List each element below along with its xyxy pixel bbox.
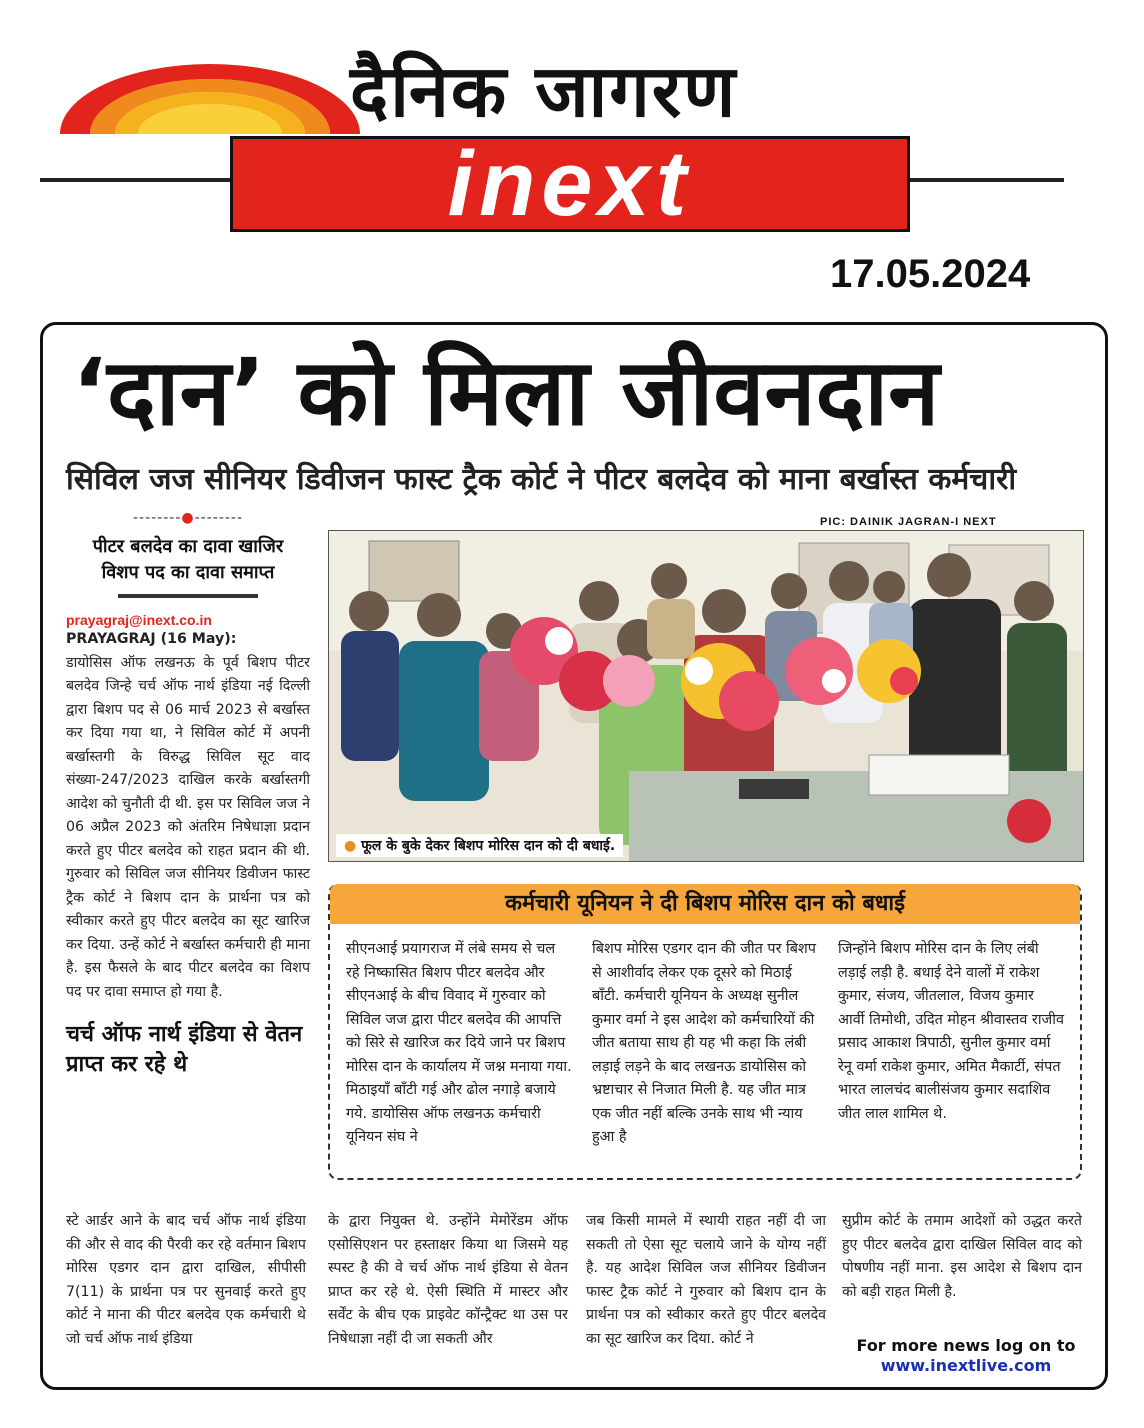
body-column: सुप्रीम कोर्ट के तमाम आदेशों को उद्धत करते हुए पीटर बलदेव द्वारा दाखिल सिविल वाद को पोषणीय नहीं माना. इस आदेश से बिशप दान को बड़ी राहत मिली है. [842,1213,1082,1300]
side-heading: चर्च ऑफ नार्थ इंडिया से वेतन प्राप्त कर रहे थे [66,1022,303,1077]
photo-caption [336,834,623,857]
highlight-line: पीटर बलदेव का दावा खाजिर [92,536,284,557]
sunburst-logo-icon [60,54,360,134]
photo-caption-text: फूल के बुके देकर बिशप मोरिस दान को दी बधाई. [361,838,616,854]
body-column: जब किसी मामले में स्थायी राहत नहीं दी जा सकती तो ऐसा सूट चलाये जाने के योग्य नहीं है. यह आदेश सिविल जज सीनियर डिवीजन फास्ट ट्रैक कोर्ट ने गुरुवार को बिशप दान के प्रार्थना पत्र को स्वीकार करते हुए पीटर बलदेव का सूट खारिज कर दिया. कोर्ट ने [586,1213,826,1347]
news-photo [328,530,1084,862]
lead-paragraph: डायोसिस ऑफ लखनऊ के पूर्व बिशप पीटर बलदेव जिन्हे चर्च ऑफ नार्थ इंडिया नई दिल्ली द्वारा बिशप पद से 06 मार्च 2023 से बर्खास्त कर दिया गया था, ने सिविल कोर्ट में अपनी बर्खास्तगी के विरुद्ध सिविल सूट वाद संख्या-247/2023 दाखिल करके बर्खास्तगी आदेश को चुनौती दी थी. इस पर सिविल जज ने 06 अप्रैल 2023 को अंतरिम निषेधाज्ञा प्रदान करते हुए पीटर बलदेव को राहत प्रदान की थी. गुरुवार को सिविल जज सीनियर डिवीजन फास्ट ट्रैक कोर्ट ने बिशप दान के प्रार्थना पत्र को स्वीकार करते हुए पीटर बलदेव का सूट खारिज कर दिया. उन्हें कोर्ट ने बर्खास्त कर्मचारी ही माना है. इस फैसले के बाद पीटर बलदेव का विशप पद पर दावा समाप्त हो गया है. [66,654,310,1000]
highlight-box [66,534,310,586]
photo-credit: PIC: DAINIK JAGRAN-I NEXT [820,516,997,528]
highlight-line: विशप पद का दावा समाप्त [101,562,275,583]
box-column: बिशप मोरिस एडगर दान की जीत पर बिशप से आशीर्वाद लेकर एक दूसरे को मिठाई बाँटी. कर्मचारी यूनियन के अध्यक्ष सुनील कुमार वर्मा ने इस आदेश को कर्मचारियों की जीत बताया साथ ही यह भी कहा कि लंबी लड़ाई लड़ने के बाद लखनऊ डायोसिस को भ्रष्टाचार से निजात मिली है. यह जीत मात्र एक जीत नहीं बल्कि उनके साथ भी न्याय हुआ है [592,941,816,1145]
masthead [40,18,1064,240]
footer-promo [856,1336,1076,1376]
ornament-divider: --------●-------- [132,510,244,526]
highlight-underline [118,594,258,598]
body-column: के द्वारा नियुक्त थे. उन्होंने मेमोरेंडम ऑफ एसोसिएशन पर हस्ताक्षर किया था जिसमे यह स्पस्ट है की वे चर्च ऑफ नार्थ इंडिया से वेतन प्राप्त कर रहे थे. ऐसी स्थिति में मास्टर और सर्वेंट के बीच एक प्राइवेट कॉन्ट्रैक्ट था उस पर निषेधाज्ञा नहीं दी जा सकती और [328,1213,568,1347]
footer-url-link[interactable]: www.inextlive.com [880,1356,1052,1375]
caption-bullet-icon: ● [344,838,357,854]
article-subheadline: सिविल जज सीनियर डिवीजन फास्ट ट्रैक कोर्ट ने पीटर बलदेव को माना बर्खास्त कर्मचारी [66,462,1017,497]
people-congratulating-image [329,531,1083,861]
edition-date: 17.05.2024 [830,252,1031,296]
inext-logo [230,133,910,235]
left-column [66,510,310,1080]
footer-line: For more news log on to [856,1336,1076,1355]
inext-logo-text: inext [447,133,693,235]
reporter-email: prayagraj@inext.co.in [66,612,212,628]
sidebar-story-heading: कर्मचारी यूनियन ने दी बिशप मोरिस दान को बधाई [330,884,1080,924]
article-headline: ‘दान’ को मिला जीवनदान [72,339,940,446]
box-column: जिन्होंने बिशप मोरिस दान के लिए लंबी लड़ाई लड़ी है. बधाई देने वालों में राकेश कुमार, संजय, जीतलाल, विजय कुमार आर्वी तिमोथी, उदित मोहन श्रीवास्तव राजीव प्रसाद आकाश त्रिपाठी, सुनील कुमार वर्मा रेनू वर्मा राकेश कुमार, अमित मैकार्टी, संपत भारत लालचंद बालीसंजय कुमार सदाशिव जीत लाल शामिल थे. [838,941,1064,1122]
body-column: स्टे आर्डर आने के बाद चर्च ऑफ नार्थ इंडिया की और से वाद की पैरवी कर रहे वर्तमान बिशप मोरिस एडगर दान द्वारा दाखिल, सीपीसी 7(11) के प्रार्थना पत्र पर सुनवाई करते हुए कोर्ट ने माना की पीटर बलदेव एक कर्मचारी थे जो चर्च ऑफ नार्थ इंडिया [66,1213,306,1347]
dateline: PRAYAGRAJ (16 May): [66,631,237,647]
box-column: सीएनआई प्रयागराज में लंबे समय से चल रहे निष्कासित बिशप पीटर बलदेव और सीएनआई के बीच विवाद में गुरुवार को सिविल जज द्वारा पीटर बलदेव की आपत्ति को सिरे से खारिज कर दिये जाने पर बिशप मोरिस दान के कार्यालय में जश्न मनाया गया. मिठाइयाँ बाँटी गई और ढोल नगाड़े बजाये गये. डायोसिस ऑफ लखनऊ कर्मचारी यूनियन संघ ने [346,941,572,1145]
brand-hindi-title: दैनिक जागरण [350,49,738,133]
